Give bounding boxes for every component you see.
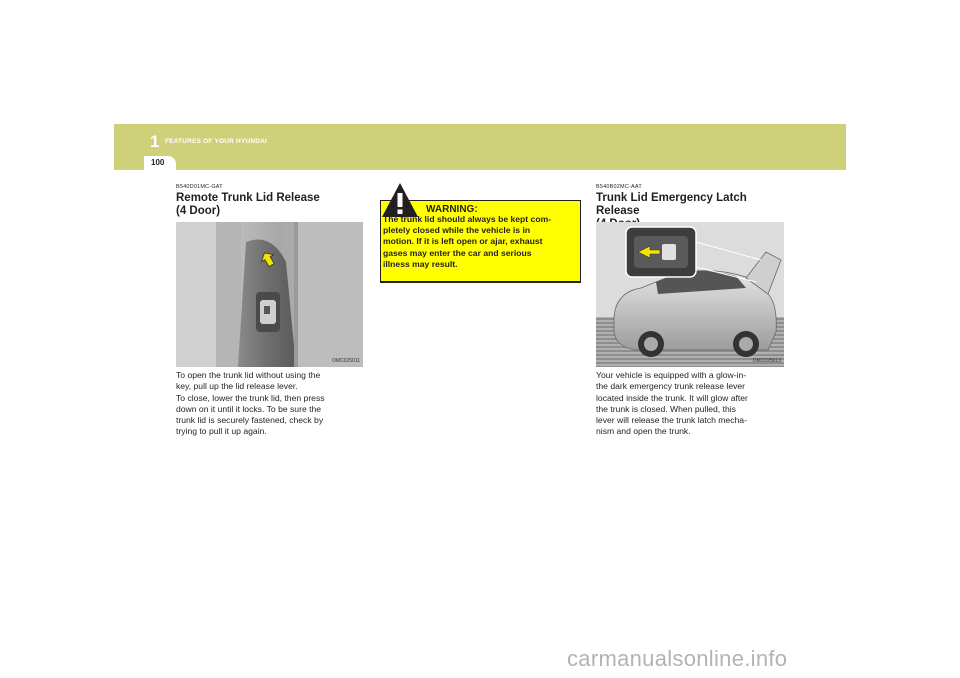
trunk-release-lever-photo: [176, 222, 363, 367]
body-line: key, pull up the lid release lever.: [176, 381, 298, 392]
car-open-trunk-photo: [596, 222, 784, 367]
chapter-title: FEATURES OF YOUR HYUNDAI: [165, 138, 268, 145]
body-line: lever will release the trunk latch mecha-: [596, 415, 747, 426]
left-section-body: [176, 370, 364, 438]
photo-id-label: OMC025011: [332, 358, 360, 364]
section-code: B540B02MC-AAT: [596, 184, 642, 190]
trunk-release-lever-illustration: [176, 222, 363, 367]
right-section-body: [596, 370, 784, 438]
watermark-text: carmanualsonline.info: [567, 646, 788, 671]
section-title: Remote Trunk Lid Release (4 Door): [176, 192, 320, 217]
body-line: Your vehicle is equipped with a glow-in-: [596, 370, 747, 380]
body-line: nism and open the trunk.: [596, 426, 691, 437]
page-number: 100: [151, 158, 165, 167]
body-line: the trunk is closed. When pulled, this: [596, 403, 736, 414]
body-line: To close, lower the trunk lid, then press: [176, 392, 325, 403]
car-open-trunk-illustration: [596, 222, 784, 367]
photo-id-label: OMC025013: [752, 358, 781, 364]
section-code: B540D01MC-GAT: [176, 184, 223, 190]
chapter-number: 1: [150, 132, 160, 151]
exclamation-triangle-icon: [381, 182, 419, 218]
warning-text: The trunk lid should always be kept com- pletely closed while the vehicle is in motion. If it is left open or ajar, exhaust gases may enter the car and serious illness may result.: [383, 214, 552, 269]
header-band: [114, 124, 846, 170]
section-title: Trunk Lid Emergency Latch Release: [596, 192, 747, 217]
warning-title: WARNING:: [426, 204, 478, 215]
body-line: To open the trunk lid without using the: [176, 370, 321, 380]
body-line: the dark emergency trunk release lever: [596, 381, 746, 392]
body-line: down on it until it locks. To be sure the: [176, 403, 322, 414]
left-section-heading: [176, 184, 364, 218]
body-line: trying to pull it up again.: [176, 426, 267, 437]
body-line: trunk lid is securely fastened, check by: [176, 415, 324, 426]
body-line: located inside the trunk. It will glow after: [596, 392, 748, 403]
